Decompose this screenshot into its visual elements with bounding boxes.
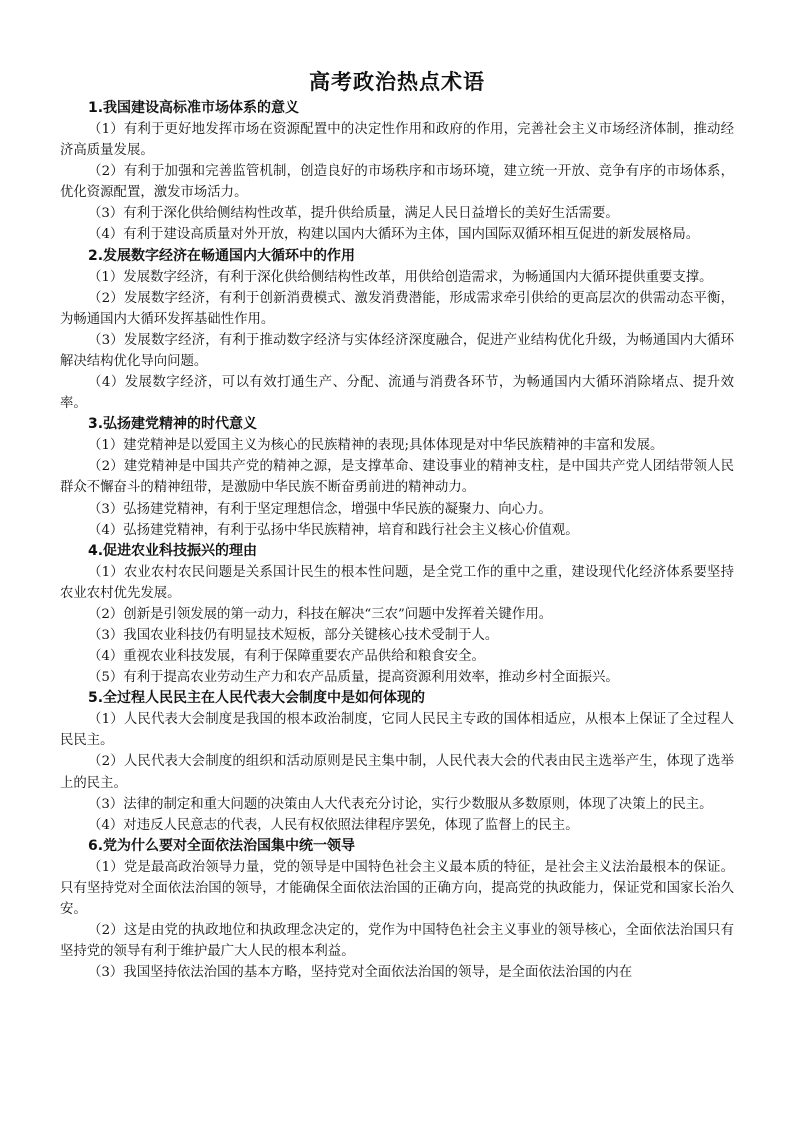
paragraph: （4）重视农业科技发展，有利于保障重要农产品供给和粮食安全。 — [88, 649, 485, 665]
paragraph: （2）建党精神是中国共产党的精神之源，是支撑革命、建设事业的精神支柱，是中国共产党人团结带领人民群众不懈奋斗的精神纽带，是激励中华民族不断奋勇前进的精神动力。 — [60, 459, 734, 496]
section-heading: 3.弘扬建党精神的时代意义 — [88, 416, 258, 433]
paragraph: （2）创新是引领发展的第一动力，科技在解决“三农”问题中发挥着关键作用。 — [88, 606, 553, 622]
paragraph: （3）发展数字经济，有利于推动数字经济与实体经济深度融合，促进产业结构优化升级，为畅通国内大循环解决结构优化导向问题。 — [60, 332, 734, 369]
paragraph: （3）法律的制定和重大问题的决策由人大代表充分讨论，实行少数服从多数原则，体现了决策上的民主。 — [88, 796, 713, 812]
paragraph: （3）我国坚持依法治国的基本方略，坚持党对全面依法治国的领导，是全面依法治国的内在 — [88, 965, 633, 981]
paragraph: （1）有利于更好地发挥市场在资源配置中的决定性作用和政府的作用，完善社会主义市场经济体制，推动经济高质量发展。 — [60, 122, 734, 159]
section-heading: 5.全过程人民民主在人民代表大会制度中是如何体现的 — [88, 690, 426, 707]
paragraph: （4）有利于建设高质量对外开放，构建以国内大循环为主体，国内国际双循环相互促进的新发展格局。 — [88, 227, 700, 243]
section-3 — [60, 414, 734, 540]
section-heading: 4.促进农业科技振兴的理由 — [88, 542, 258, 559]
section-5 — [60, 688, 734, 836]
page-title: 高考政治热点术语 — [309, 70, 485, 94]
paragraph: （3）弘扬建党精神，有利于坚定理想信念，增强中华民族的凝聚力、向心力。 — [88, 501, 552, 517]
paragraph: （1）党是最高政治领导力量，党的领导是中国特色社会主义最本质的特征，是社会主义法治最根本的保证。只有坚持党对全面依法治国的领导，才能确保全面依法治国的正确方向，提高党的执政能力，保证党和国家长治久安。 — [60, 859, 734, 917]
paragraph: （1）发展数字经济，有利于深化供给侧结构性改革，用供给创造需求，为畅通国内大循环提供重要支撑。 — [88, 269, 713, 285]
section-heading: 2.发展数字经济在畅通国内大循环中的作用 — [88, 247, 356, 264]
paragraph: （2）这是由党的执政地位和执政理念决定的，党作为中国特色社会主义事业的领导核心，全面依法治国只有坚持党的领导有利于维护最广大人民的根本利益。 — [60, 923, 734, 960]
paragraph: （4）对违反人民意志的代表，人民有权依照法律程序罢免，体现了监督上的民主。 — [88, 817, 579, 833]
paragraph: （4）发展数字经济，可以有效打通生产、分配、流通与消费各环节，为畅通国内大循环消除堵点、提升效率。 — [60, 375, 734, 412]
paragraph: （1）人民代表大会制度是我国的根本政治制度，它同人民民主专政的国体相适应，从根本上保证了全过程人民民主。 — [60, 712, 734, 749]
section-2 — [60, 246, 734, 415]
paragraph: （2）人民代表大会制度的组织和活动原则是民主集中制，人民代表大会的代表由民主选举产生，体现了选举上的民主。 — [60, 754, 734, 791]
section-heading: 1.我国建设高标准市场体系的意义 — [88, 100, 300, 116]
paragraph: （2）发展数字经济，有利于创新消费模式、激发消费潜能，形成需求牵引供给的更高层次的供需动态平衡，为畅通国内大循环发挥基础性作用。 — [60, 290, 734, 327]
paragraph: （1）农业农村农民问题是关系国计民生的根本性问题，是全党工作的重中之重，建设现代化经济体系要坚持农业农村优先发展。 — [60, 564, 734, 601]
paragraph: （3）我国农业科技仍有明显技术短板，部分关键核心技术受制于人。 — [88, 627, 499, 643]
section-4 — [60, 541, 734, 689]
section-heading: 6.党为什么要对全面依法治国集中统一领导 — [88, 837, 356, 854]
paragraph: （2）有利于加强和完善监管机制，创造良好的市场秩序和市场环境，建立统一开放、竞争有序的市场体系，优化资源配置，激发市场活力。 — [60, 164, 734, 201]
paragraph: （5）有利于提高农业劳动生产力和农产品质量，提高资源利用效率，推动乡村全面振兴。 — [88, 670, 619, 686]
paragraph: （4）弘扬建党精神，有利于弘扬中华民族精神，培育和践行社会主义核心价值观。 — [88, 522, 579, 538]
paragraph: （1）建党精神是以爱国主义为核心的民族精神的表现;具体体现是对中华民族精神的丰富和发展。 — [88, 438, 664, 454]
section-6 — [60, 836, 734, 984]
paragraph: （3）有利于深化供给侧结构性改革，提升供给质量，满足人民日益增长的美好生活需要。 — [88, 206, 619, 222]
section-1 — [60, 98, 734, 246]
